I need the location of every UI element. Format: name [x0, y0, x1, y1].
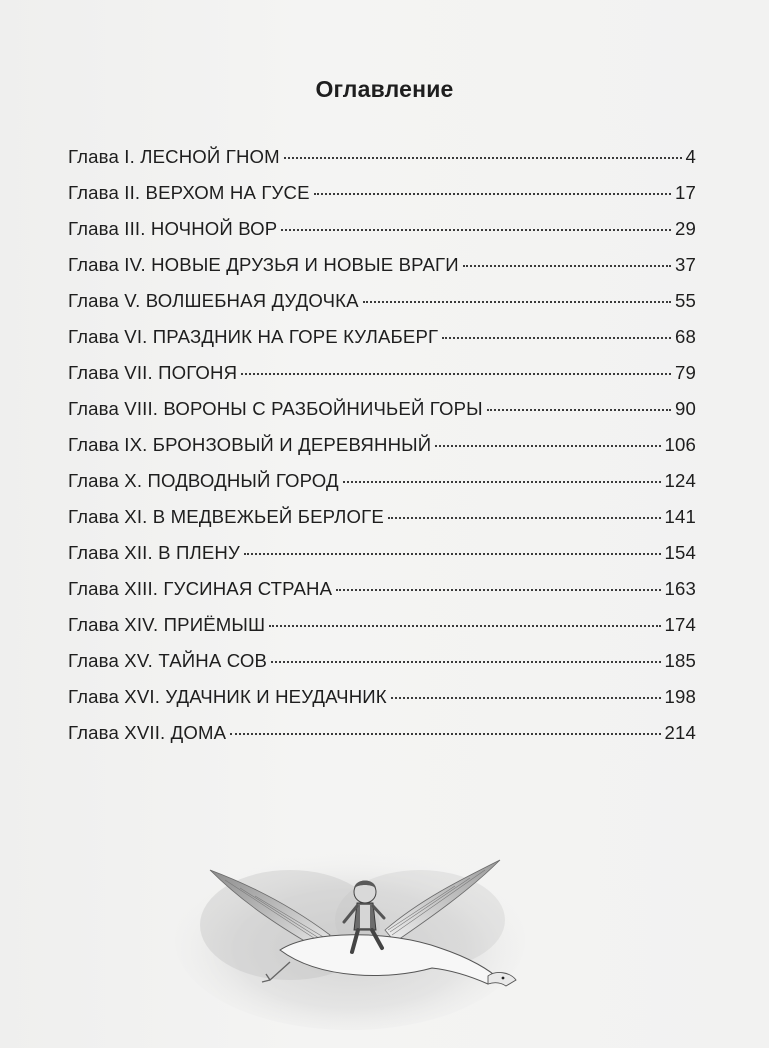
toc-entry-page-number: 4	[685, 146, 696, 167]
toc-entry[interactable]	[68, 326, 696, 362]
toc-entry-page-number: 79	[675, 362, 696, 383]
toc-entry-title: Глава VIII. ВОРОНЫ С РАЗБОЙНИЧЬЕЙ ГОРЫ	[68, 398, 483, 419]
dot-leader	[241, 373, 671, 375]
page-title: Оглавление	[315, 76, 454, 102]
toc-entry-page-number: 29	[675, 218, 696, 239]
toc-entry-page-number: 17	[675, 182, 696, 203]
toc-entry[interactable]	[68, 362, 696, 398]
dot-leader	[284, 157, 682, 159]
toc-entry[interactable]	[68, 506, 696, 542]
toc-entry-page-number: 185	[664, 650, 696, 671]
toc-entry[interactable]	[68, 218, 696, 254]
toc-entry-page-number: 106	[664, 434, 696, 455]
toc-entry-page-number: 124	[664, 470, 696, 491]
toc-entry-page-number: 37	[675, 254, 696, 275]
toc-entry-page-number: 90	[675, 398, 696, 419]
toc-entry[interactable]	[68, 182, 696, 218]
toc-entry-page-number: 198	[664, 686, 696, 707]
toc-entry[interactable]	[68, 686, 696, 722]
toc-entry[interactable]	[68, 650, 696, 686]
toc-entry-title: Глава XII. В ПЛЕНУ	[68, 542, 240, 563]
toc-entry-title: Глава IX. БРОНЗОВЫЙ И ДЕРЕВЯННЫЙ	[68, 434, 432, 455]
dot-leader	[388, 517, 661, 519]
dot-leader	[271, 661, 660, 663]
toc-entry-page-number: 174	[664, 614, 696, 635]
dot-leader	[244, 553, 661, 555]
dot-leader	[363, 301, 671, 303]
toc-entry[interactable]	[68, 614, 696, 650]
toc-entry-page-number: 154	[664, 542, 696, 563]
toc-entry-title: Глава II. ВЕРХОМ НА ГУСЕ	[68, 182, 310, 203]
toc-entry-title: Глава VII. ПОГОНЯ	[68, 362, 238, 383]
dot-leader	[463, 265, 671, 267]
toc-entry[interactable]	[68, 398, 696, 434]
dot-leader	[230, 733, 660, 735]
toc-entry-page-number: 214	[664, 722, 696, 743]
toc-entry-page-number: 163	[664, 578, 696, 599]
toc-entry-title: Глава X. ПОДВОДНЫЙ ГОРОД	[68, 470, 339, 491]
dot-leader	[435, 445, 660, 447]
dot-leader	[391, 697, 661, 699]
boy-riding-goose-illustration	[170, 830, 530, 1030]
toc-entry-title: Глава XVI. УДАЧНИК И НЕУДАЧНИК	[68, 686, 387, 707]
dot-leader	[343, 481, 661, 483]
toc-entry-title: Глава V. ВОЛШЕБНАЯ ДУДОЧКА	[68, 290, 359, 311]
toc-entry-title: Глава XVII. ДОМА	[68, 722, 227, 743]
toc-entry[interactable]	[68, 146, 696, 182]
toc-entry[interactable]	[68, 254, 696, 290]
dot-leader	[442, 337, 671, 339]
toc-entry-title: Глава XIV. ПРИЁМЫШ	[68, 614, 266, 635]
table-of-contents	[68, 146, 696, 758]
toc-entry-title: Глава IV. НОВЫЕ ДРУЗЬЯ И НОВЫЕ ВРАГИ	[68, 254, 459, 275]
toc-entry-title: Глава VI. ПРАЗДНИК НА ГОРЕ КУЛАБЕРГ	[68, 326, 439, 347]
toc-entry[interactable]	[68, 578, 696, 614]
toc-entry[interactable]	[68, 722, 696, 758]
toc-entry-page-number: 68	[675, 326, 696, 347]
dot-leader	[314, 193, 671, 195]
toc-entry[interactable]	[68, 542, 696, 578]
toc-entry-page-number: 55	[675, 290, 696, 311]
toc-entry-title: Глава III. НОЧНОЙ ВОР	[68, 218, 278, 239]
toc-entry-title: Глава XIII. ГУСИНАЯ СТРАНА	[68, 578, 333, 599]
toc-entry-page-number: 141	[664, 506, 696, 527]
toc-entry[interactable]	[68, 290, 696, 326]
dot-leader	[281, 229, 671, 231]
dot-leader	[487, 409, 671, 411]
dot-leader	[336, 589, 660, 591]
toc-entry-title: Глава XV. ТАЙНА СОВ	[68, 650, 268, 671]
toc-entry[interactable]	[68, 470, 696, 506]
dot-leader	[269, 625, 660, 627]
toc-entry-title: Глава XI. В МЕДВЕЖЬЕЙ БЕРЛОГЕ	[68, 506, 384, 527]
toc-entry[interactable]	[68, 434, 696, 470]
toc-entry-title: Глава I. ЛЕСНОЙ ГНОМ	[68, 146, 280, 167]
